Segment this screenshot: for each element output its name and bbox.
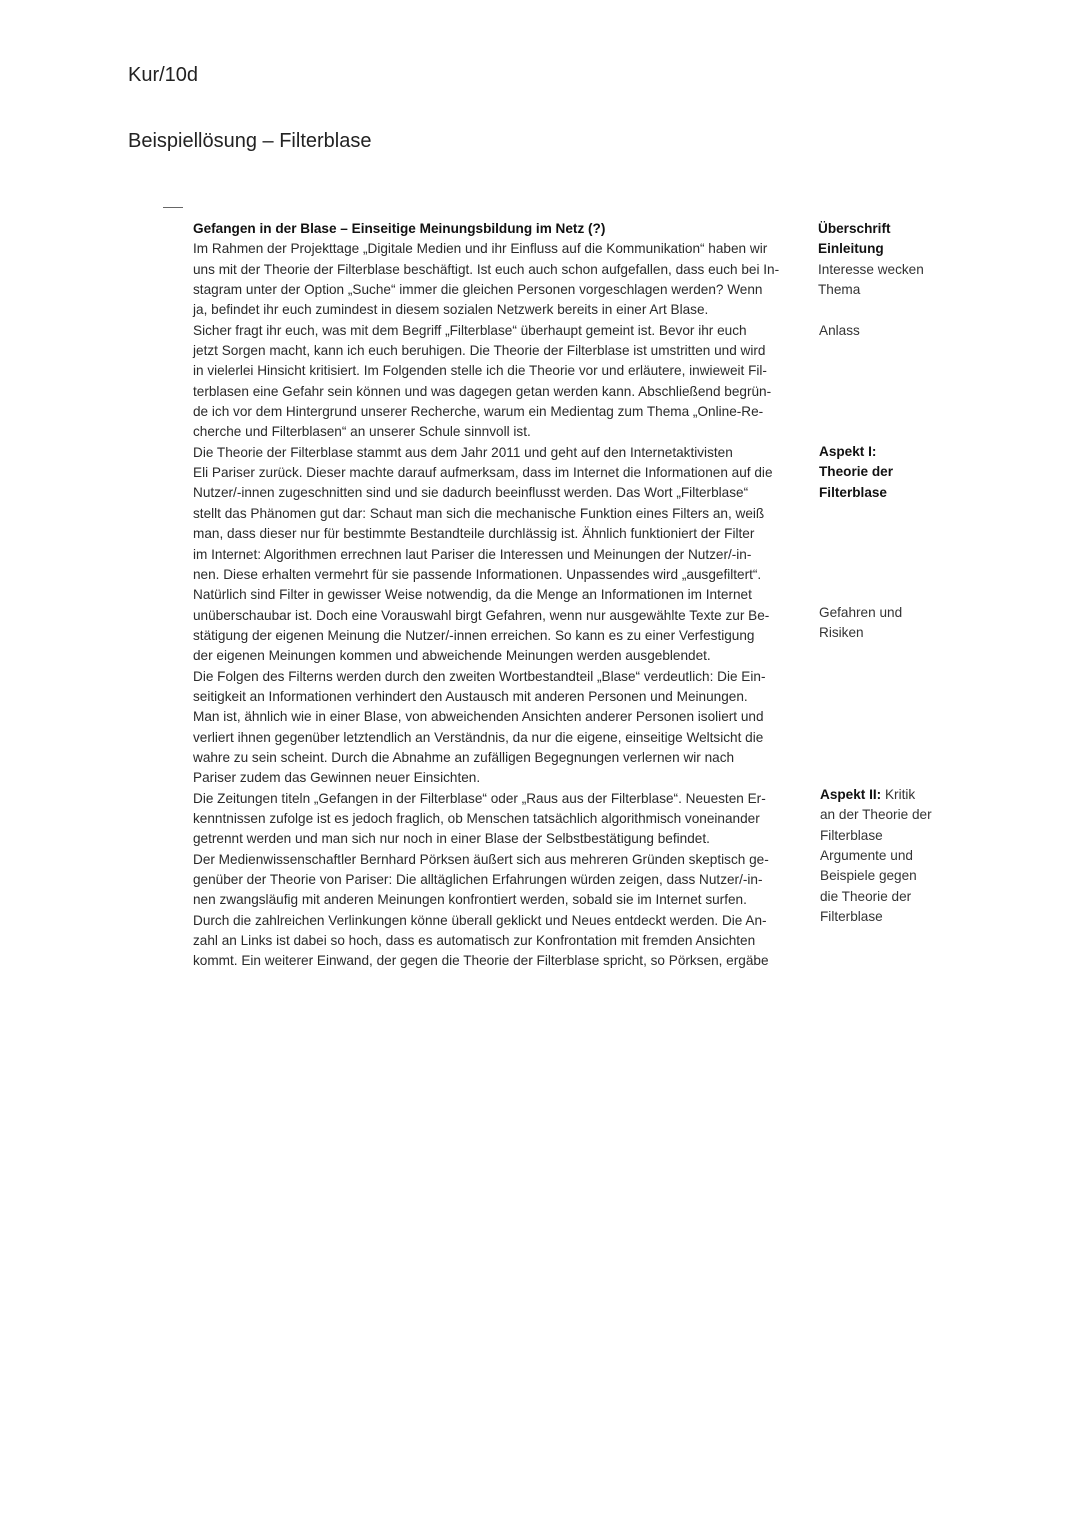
text-line: Eli Pariser zurück. Dieser machte darauf aufmerksam, dass im Internet die Informationen auf die	[193, 465, 773, 481]
margin-label-einleitung: Einleitung	[818, 241, 884, 257]
text-line: Die Theorie der Filterblase stammt aus dem Jahr 2011 und geht auf den Internetaktivisten	[193, 444, 733, 460]
margin-label-aspekt-1: Filterblase	[819, 484, 887, 500]
text-line: cherche und Filterblasen“ an unserer Schule sinnvoll ist.	[193, 424, 531, 440]
margin-label-ueberschrift: Überschrift	[818, 221, 891, 236]
page-title: Beispiellösung – Filterblase	[128, 130, 372, 152]
text-line: kommt. Ein weiterer Einwand, der gegen die Theorie der Filterblase spricht, so Pörksen, ergäbe	[193, 953, 769, 969]
margin-note-heading	[818, 219, 924, 300]
text-line: Pariser zudem das Gewinnen neuer Einsichten.	[193, 770, 481, 786]
text-line: stätigung der eigenen Meinung die Nutzer/-innen erreichen. So kann es zu einer Verfestigung	[193, 627, 755, 643]
text-line: in vielerlei Hinsicht kritisiert. Im Folgenden stelle ich die Theorie vor und erläutere, inwieweit Fil-	[193, 363, 767, 379]
margin-label-line: Argumente und	[820, 848, 913, 864]
text-line: terblasen eine Gefahr sein können und was dagegen getan werden kann. Abschließend begrün-	[193, 383, 772, 399]
margin-label-line: Filterblase	[820, 909, 883, 925]
text-line: seitigkeit an Informationen verhindert den Austausch mit anderen Personen und Meinungen.	[193, 688, 748, 704]
text-line: wahre zu sein scheint. Durch die Abnahme an zufälligen Begegnungen verlernen wir nach	[193, 749, 735, 765]
divider	[163, 207, 183, 208]
text-line: genüber der Theorie von Pariser: Die alltäglichen Erfahrungen würden zeigen, dass Nutzer/-in-	[193, 872, 763, 887]
margin-label-gefahren: Gefahren und	[819, 605, 903, 620]
margin-note-aspekt-1	[819, 442, 893, 503]
text-line: Die Zeitungen titeln „Gefangen in der Filterblase“ oder „Raus aus der Filterblase“. Neuesten Er-	[193, 790, 766, 806]
text-line: Sicher fragt ihr euch, was mit dem Begriff „Filterblase“ überhaupt gemeint ist. Bevor ihr euch	[193, 322, 747, 338]
margin-label-aspekt-2: Aspekt II:	[820, 787, 882, 802]
text-line: nen. Diese erhalten vermehrt für sie passende Informationen. Unpassendes wird „ausgefiltert“.	[193, 566, 762, 582]
text-line: Nutzer/-innen zugeschnitten sind und sie dadurch beeinflusst werden. Das Wort „Filterblase“	[193, 485, 749, 501]
text-line: zahl an Links ist dabei so hoch, dass es automatisch zur Konfrontation mit fremden Ansichten	[193, 933, 756, 949]
text-line: stellt das Phänomen gut dar: Schaut man sich die mechanische Funktion eines Filters an, weiß	[193, 505, 765, 521]
class-label: Kur/10d	[128, 64, 199, 86]
margin-label-line: an der Theorie der	[820, 807, 932, 823]
margin-label-line: Filterblase	[820, 827, 883, 843]
text-line: getrennt werden und man sich nur noch in einer Blase der Selbstbestätigung befindet.	[193, 831, 710, 847]
text-line: de ich vor dem Hintergrund unserer Recherche, warum ein Medientag zum Thema „Online-Re-	[193, 404, 764, 420]
margin-label-kritik: Kritik	[884, 787, 916, 802]
margin-label-aspekt-1: Aspekt I:	[819, 444, 877, 459]
text-line: Durch die zahlreichen Verlinkungen könne überall geklickt und Neues entdeckt werden. Die An-	[193, 912, 767, 928]
margin-label-thema: Thema	[818, 282, 861, 298]
article-body	[193, 219, 813, 972]
text-line: Natürlich sind Filter in gewisser Weise notwendig, da die Menge an Informationen im Internet	[193, 587, 752, 603]
text-line: Die Folgen des Filterns werden durch den zweiten Wortbestandteil „Blase“ verdeutlich: Die Ein-	[193, 668, 766, 684]
text-line: stagram unter der Option „Suche“ immer die gleichen Personen vorgeschlagen werden? Wenn	[193, 282, 763, 298]
text-line: ja, befindet ihr euch zumindest in diesem sozialen Netzwerk bereits in einer Art Blase.	[193, 302, 709, 318]
text-line: Man ist, ähnlich wie in einer Blase, von abweichenden Ansichten anderer Personen isoliert und	[193, 709, 764, 725]
margin-note-anlass	[819, 321, 860, 341]
text-line: nen zwangsläufig mit anderen Meinungen konfrontiert werden, sobald sie im Internet surfen.	[193, 892, 747, 908]
text-line: Der Medienwissenschaftler Bernhard Pörksen äußert sich aus mehreren Gründen skeptisch ge-	[193, 851, 769, 867]
margin-label-line: die Theorie der	[820, 888, 912, 904]
margin-note-gefahren	[819, 603, 902, 644]
text-line: im Internet: Algorithmen errechnen laut Pariser die Interessen und Meinungen der Nutzer/-in-	[193, 546, 752, 562]
margin-label-aspekt-1: Theorie der	[819, 464, 894, 480]
text-line: unüberschaubar ist. Doch eine Vorauswahl birgt Gefahren, wenn nur ausgewählte Texte zur Be-	[193, 607, 770, 623]
article-heading: Gefangen in der Blase – Einseitige Meinungsbildung im Netz (?)	[193, 221, 606, 236]
text-line: jetzt Sorgen macht, kann ich euch beruhigen. Die Theorie der Filterblase ist umstritten und wird	[193, 343, 766, 359]
text-line: man, dass dieser nur für bestimmte Bestandteile durchlässig ist. Ähnlich funktioniert der Filter	[193, 526, 755, 542]
margin-label-anlass: Anlass	[819, 323, 860, 338]
text-line: Im Rahmen der Projekttage „Digitale Medien und ihr Einfluss auf die Kommunikation“ haben wir	[193, 241, 768, 257]
margin-label-gefahren: Risiken	[819, 625, 864, 641]
margin-label-line: Beispiele gegen	[820, 868, 917, 884]
margin-note-aspekt-2	[820, 785, 932, 927]
text-line: uns mit der Theorie der Filterblase beschäftigt. Ist euch auch schon aufgefallen, dass euch bei In-	[193, 261, 780, 277]
margin-label-interesse: Interesse wecken	[818, 261, 924, 277]
text-line: der eigenen Meinungen kommen und abweichende Meinungen werden ausgeblendet.	[193, 648, 711, 664]
text-line: verliert ihnen gegenüber letztendlich an Verständnis, da nur die eigene, einseitige Weltsicht die	[193, 729, 764, 745]
text-line: kenntnissen zufolge ist es jedoch fraglich, ob Menschen tatsächlich algorithmisch voneinander	[193, 810, 760, 826]
